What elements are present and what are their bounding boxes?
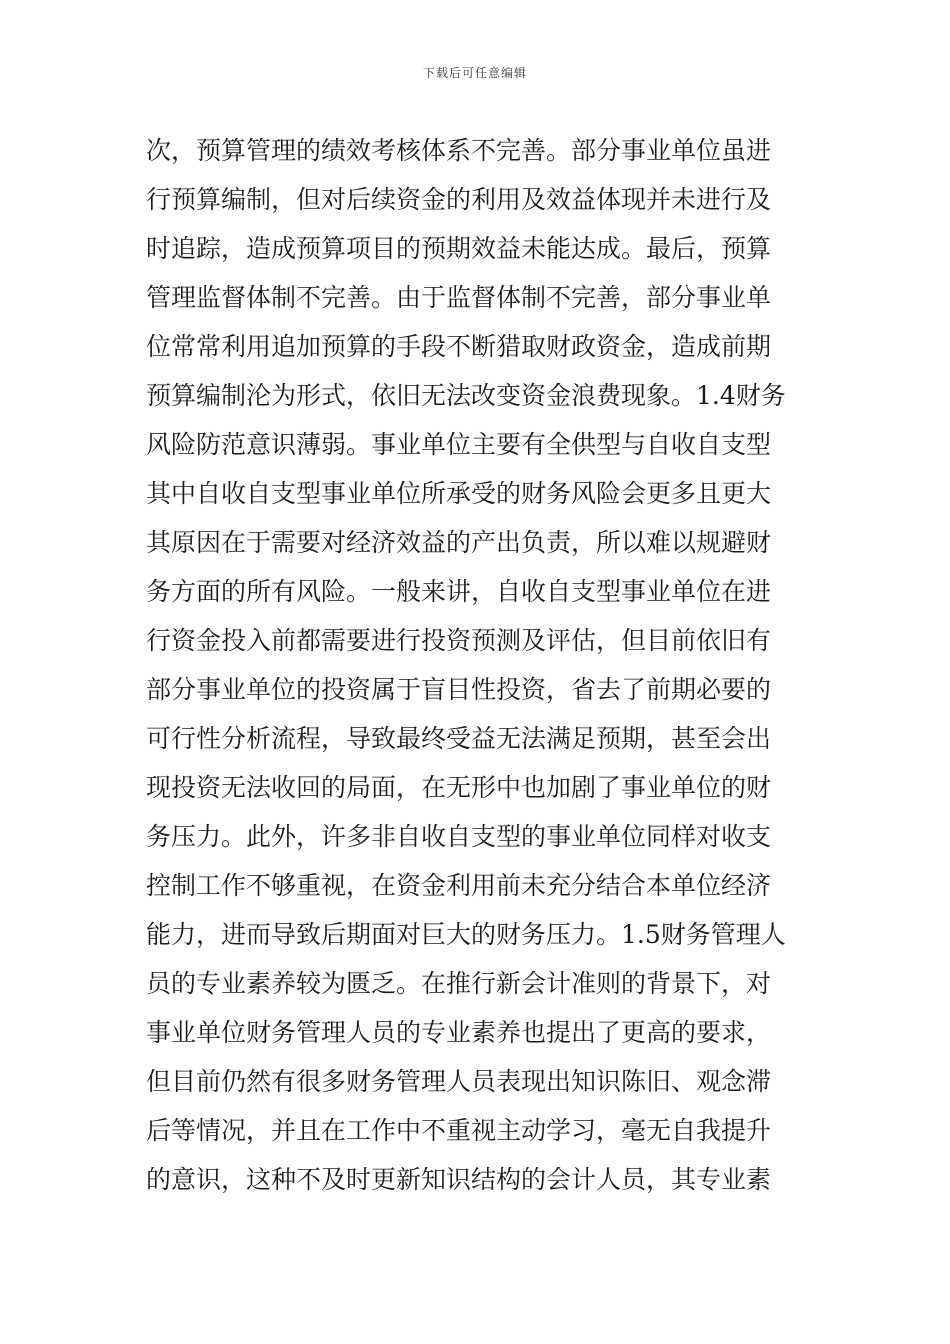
text-line: 管理监督体制不完善。由于监督体制不完善，部分事业单: [146, 283, 772, 312]
text-line: 控制工作不够重视，在资金利用前未充分结合本单位经济: [146, 871, 772, 900]
text-line: 次，预算管理的绩效考核体系不完善。部分事业单位虽进: [146, 136, 772, 165]
text-line: 的意识，这种不及时更新知识结构的会计人员，其专业素: [146, 1165, 772, 1194]
text-line: 行资金投入前都需要进行投资预测及评估，但目前依旧有: [146, 626, 772, 655]
text-line: 能力，进而导致后期面对巨大的财务压力。1.5财务管理人: [146, 920, 786, 949]
text-line: 行预算编制，但对后续资金的利用及效益体现并未进行及: [146, 185, 772, 214]
text-line: 预算编制沦为形式，依旧无法改变资金浪费现象。1.4财务: [146, 381, 786, 410]
page-header: 下载后可任意编辑: [422, 66, 527, 80]
text-line: 现投资无法收回的局面，在无形中也加剧了事业单位的财: [146, 773, 772, 802]
text-line: 后等情况，并且在工作中不重视主动学习，毫无自我提升: [146, 1116, 772, 1145]
text-line: 但目前仍然有很多财务管理人员表现出知识陈旧、观念滞: [146, 1067, 772, 1096]
text-line: 务方面的所有风险。一般来讲，自收自支型事业单位在进: [146, 577, 772, 606]
text-line: 时追踪，造成预算项目的预期效益未能达成。最后，预算: [146, 234, 772, 263]
text-line: 其原因在于需要对经济效益的产出负责，所以难以规避财: [146, 528, 772, 557]
text-line: 位常常利用追加预算的手段不断猎取财政资金，造成前期: [146, 332, 772, 361]
body-text: [146, 126, 811, 1204]
text-line: 部分事业单位的投资属于盲目性投资，省去了前期必要的: [146, 675, 772, 704]
text-line: 事业单位财务管理人员的专业素养也提出了更高的要求，: [146, 1018, 772, 1047]
text-line: 风险防范意识薄弱。事业单位主要有全供型与自收自支型: [146, 430, 772, 459]
text-line: 务压力。此外，许多非自收自支型的事业单位同样对收支: [146, 822, 772, 851]
text-line: 员的专业素养较为匮乏。在推行新会计准则的背景下，对: [146, 969, 772, 998]
text-line: 可行性分析流程，导致最终受益无法满足预期，甚至会出: [146, 724, 772, 753]
text-line: 其中自收自支型事业单位所承受的财务风险会更多且更大: [146, 479, 772, 508]
